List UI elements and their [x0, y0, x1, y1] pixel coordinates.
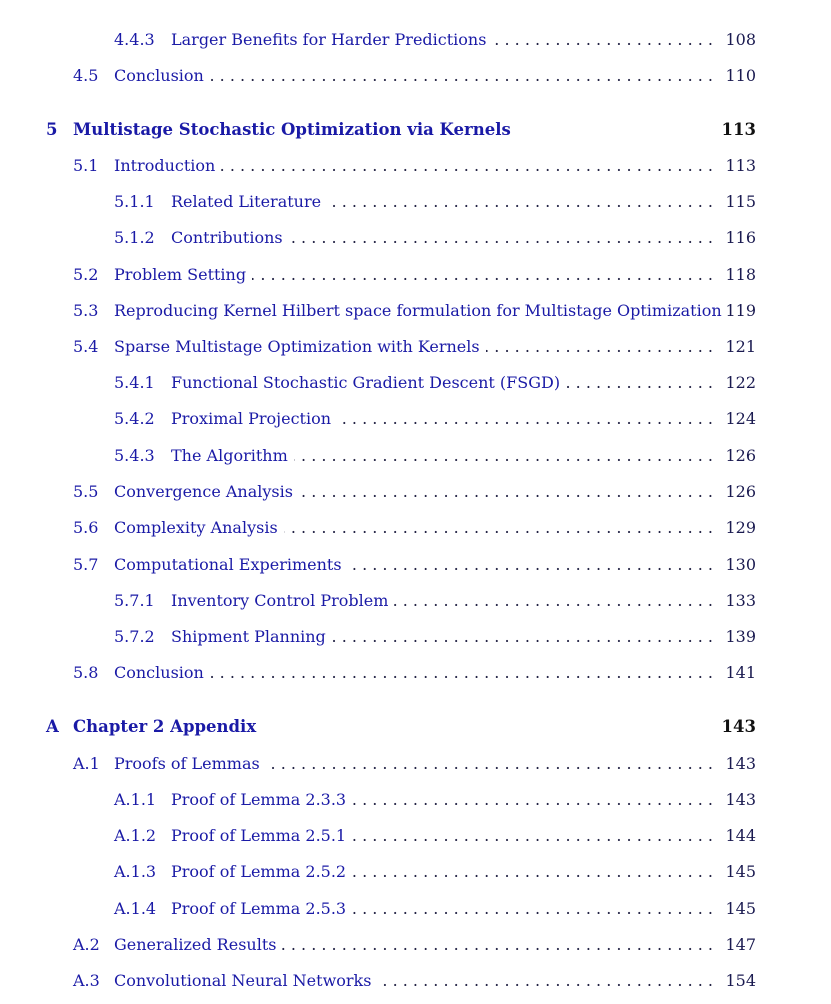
toc-section-entry[interactable]: [0, 661, 831, 685]
entry-number: 5.2: [73, 265, 99, 284]
dot-leader: [348, 553, 713, 577]
entry-page-number[interactable]: 145: [725, 862, 756, 881]
entry-number: 5.1.2: [114, 228, 155, 247]
entry-number: 5.4.3: [114, 446, 155, 465]
entry-number: A.1: [73, 754, 100, 773]
entry-number: A.1.2: [114, 826, 157, 845]
entry-number: 5: [46, 120, 58, 139]
entry-title[interactable]: Shipment Planning: [171, 627, 326, 646]
entry-page-number[interactable]: 126: [725, 482, 756, 501]
entry-page-number[interactable]: 124: [725, 409, 756, 428]
entry-page-number[interactable]: 121: [725, 337, 756, 356]
entry-title[interactable]: Problem Setting: [114, 265, 247, 284]
entry-number: 5.8: [73, 663, 99, 682]
entry-number: 4.4.3: [114, 30, 155, 49]
dot-leader: [221, 154, 713, 178]
entry-title[interactable]: Inventory Control Problem: [171, 591, 389, 610]
entry-number: 5.1: [73, 156, 99, 175]
entry-number: 5.4.2: [114, 409, 155, 428]
dot-leader: [210, 64, 713, 88]
toc-chapter-entry[interactable]: [0, 715, 831, 739]
entry-page-number[interactable]: 154: [725, 971, 756, 990]
dot-leader: [210, 661, 713, 685]
entry-number: 4.5: [73, 66, 99, 85]
entry-title[interactable]: Conclusion: [114, 66, 204, 85]
entry-page-number[interactable]: 139: [725, 627, 756, 646]
entry-title[interactable]: Complexity Analysis: [114, 518, 278, 537]
entry-page-number[interactable]: 118: [725, 265, 756, 284]
entry-page-number[interactable]: 130: [725, 555, 756, 574]
entry-number: A: [46, 717, 59, 736]
entry-number: 5.7: [73, 555, 99, 574]
dot-leader: [299, 480, 713, 504]
toc-subsection-entry[interactable]: [0, 407, 831, 431]
dot-leader: [492, 28, 713, 52]
entry-page-number[interactable]: 133: [725, 591, 756, 610]
entry-title[interactable]: Proof of Lemma 2.5.2: [171, 862, 347, 881]
toc-section-entry[interactable]: [0, 263, 831, 287]
dot-leader: [294, 444, 713, 468]
entry-title[interactable]: Introduction: [114, 156, 216, 175]
toc-subsection-entry[interactable]: [0, 444, 831, 468]
entry-title[interactable]: Functional Stochastic Gradient Descent (FSGD): [171, 373, 561, 392]
toc-section-entry[interactable]: [0, 64, 831, 88]
entry-title[interactable]: Generalized Results: [114, 935, 277, 954]
entry-page-number[interactable]: 143: [721, 717, 756, 736]
entry-number: A.3: [73, 971, 100, 990]
entry-title[interactable]: Computational Experiments: [114, 555, 342, 574]
entry-page-number[interactable]: 143: [725, 790, 756, 809]
toc-section-entry[interactable]: [0, 154, 831, 178]
entry-page-number[interactable]: 147: [725, 935, 756, 954]
dot-leader: [352, 788, 713, 812]
entry-page-number[interactable]: 110: [725, 66, 756, 85]
dot-leader: [352, 824, 713, 848]
entry-title[interactable]: Conclusion: [114, 663, 204, 682]
toc-subsection-entry[interactable]: [0, 371, 831, 395]
entry-number: A.1.4: [114, 899, 157, 918]
entry-number: A.1.3: [114, 862, 157, 881]
toc-section-entry[interactable]: [0, 553, 831, 577]
entry-number: A.1.1: [114, 790, 157, 809]
toc-subsection-entry[interactable]: [0, 897, 831, 921]
dot-leader: [352, 860, 713, 884]
toc-section-entry[interactable]: [0, 752, 831, 776]
toc-subsection-entry[interactable]: [0, 788, 831, 812]
entry-title[interactable]: Proof of Lemma 2.5.3: [171, 899, 347, 918]
dot-leader: [289, 226, 713, 250]
entry-page-number[interactable]: 126: [725, 446, 756, 465]
dot-leader: [566, 371, 713, 395]
entry-title[interactable]: Convolutional Neural Networks: [114, 971, 372, 990]
entry-number: 5.4.1: [114, 373, 155, 392]
entry-title[interactable]: Reproducing Kernel Hilbert space formulation for Multistage Optimization: [114, 301, 722, 320]
entry-title[interactable]: Contributions: [171, 228, 283, 247]
entry-title[interactable]: Related Literature: [171, 192, 322, 211]
dot-leader: [252, 263, 713, 287]
entry-page-number[interactable]: 141: [725, 663, 756, 682]
toc-subsection-entry[interactable]: [0, 824, 831, 848]
toc-subsection-entry[interactable]: [0, 860, 831, 884]
entry-title[interactable]: Larger Benefits for Harder Predictions: [171, 30, 487, 49]
entry-page-number[interactable]: 145: [725, 899, 756, 918]
dot-leader: [394, 589, 713, 613]
dot-leader: [337, 407, 713, 431]
entry-page-number[interactable]: 115: [725, 192, 756, 211]
entry-page-number[interactable]: 129: [725, 518, 756, 537]
toc-section-entry[interactable]: [0, 969, 831, 993]
dot-leader: [377, 969, 713, 993]
toc-subsection-entry[interactable]: [0, 589, 831, 613]
entry-page-number[interactable]: 122: [725, 373, 756, 392]
dot-leader: [282, 933, 713, 957]
dot-leader: [327, 190, 713, 214]
entry-title[interactable]: Multistage Stochastic Optimization via Kernels: [73, 120, 511, 139]
toc-subsection-entry[interactable]: [0, 625, 831, 649]
entry-title[interactable]: Proof of Lemma 2.3.3: [171, 790, 347, 809]
entry-page-number[interactable]: 119: [725, 301, 756, 320]
toc-section-entry[interactable]: [0, 516, 831, 540]
toc-subsection-entry[interactable]: [0, 190, 831, 214]
dot-leader: [284, 516, 713, 540]
toc-subsection-entry[interactable]: [0, 28, 831, 52]
entry-title[interactable]: Proofs of Lemmas: [114, 754, 260, 773]
entry-title[interactable]: Convergence Analysis: [114, 482, 293, 501]
entry-page-number[interactable]: 108: [725, 30, 756, 49]
toc-subsection-entry[interactable]: [0, 226, 831, 250]
toc-section-entry[interactable]: [0, 335, 831, 359]
entry-page-number[interactable]: 144: [725, 826, 756, 845]
entry-title[interactable]: Chapter 2 Appendix: [73, 717, 257, 736]
entry-number: 5.5: [73, 482, 99, 501]
entry-number: 5.4: [73, 337, 99, 356]
entry-page-number[interactable]: 113: [725, 156, 756, 175]
entry-title[interactable]: The Algorithm: [171, 446, 288, 465]
dot-leader: [352, 897, 713, 921]
dot-leader: [332, 625, 713, 649]
toc-section-entry[interactable]: [0, 480, 831, 504]
entry-page-number[interactable]: 116: [725, 228, 756, 247]
entry-title[interactable]: Sparse Multistage Optimization with Kernels: [114, 337, 480, 356]
entry-number: 5.3: [73, 301, 99, 320]
toc-chapter-entry[interactable]: [0, 118, 831, 142]
entry-page-number[interactable]: 113: [721, 120, 756, 139]
entry-title[interactable]: Proof of Lemma 2.5.1: [171, 826, 347, 845]
entry-number: 5.6: [73, 518, 99, 537]
entry-number: 5.7.2: [114, 627, 155, 646]
entry-number: A.2: [73, 935, 100, 954]
dot-leader: [486, 335, 713, 359]
dot-leader: [266, 752, 713, 776]
entry-number: 5.1.1: [114, 192, 155, 211]
entry-number: 5.7.1: [114, 591, 155, 610]
toc-section-entry[interactable]: [0, 933, 831, 957]
entry-title[interactable]: Proximal Projection: [171, 409, 332, 428]
toc-section-entry[interactable]: [0, 299, 831, 323]
entry-page-number[interactable]: 143: [725, 754, 756, 773]
